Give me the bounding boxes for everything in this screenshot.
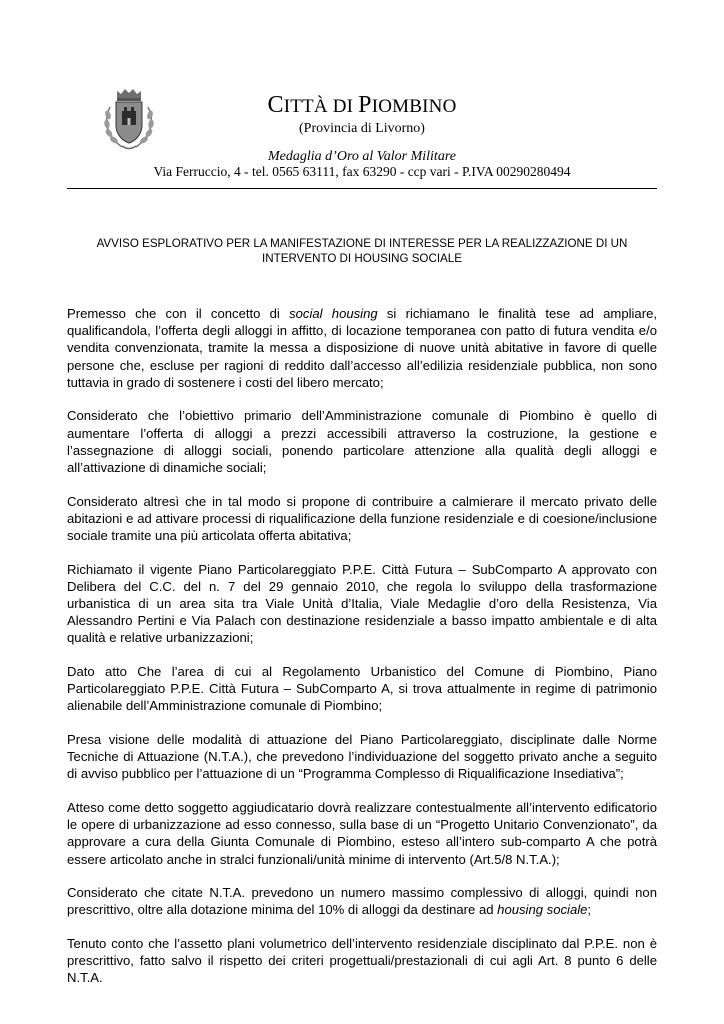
city-name xyxy=(0,92,724,119)
notice-title-line2: INTERVENTO DI HOUSING SOCIALE xyxy=(262,252,462,265)
paragraph-dato-atto: Dato atto Che l’area di cui al Regolamento Urbanistico del Comune di Piombino, Piano Particolareggiato P.P.E. Città Futura – SubComparto A, si trova attualmente in regime di patrimonio alienabile dell’Amministrazione comunale di Piombino; xyxy=(67,664,657,714)
city-name-rest: IOMBINO xyxy=(371,96,457,117)
paragraph-emphasis: housing sociale xyxy=(497,902,588,918)
notice-title xyxy=(67,236,657,266)
header-divider xyxy=(67,188,657,189)
paragraph-considerato-nta xyxy=(67,884,657,918)
city-name-rest: DI xyxy=(332,96,354,117)
paragraph-atteso: Atteso come detto soggetto aggiudicatario dovrà realizzare contestualmente all’intervento edificatorio le opere di urbanizzazione ad esso connesso, sulla base di un “Progetto Unitario Convenzionato”, da approvare a cura della Giunta Comunale di Piombino, esteso all’intero sub-comparto A che potrà essere articolato anche in stralci funzionali/unità minime di intervento (Art.5/8 N.T.A.); xyxy=(67,800,657,867)
paragraph-text: Premesso che con il concetto di xyxy=(67,306,290,321)
address-line: Via Ferruccio, 4 - tel. 0565 63111, fax 63290 - ccp vari - P.IVA 00290280494 xyxy=(153,164,571,179)
paragraph-considerato: Considerato che l’obiettivo primario dell’Amministrazione comunale di Piombino è quello di aumentare l’offerta di alloggi a prezzi accessibili attraverso la costruzione, la gestione e l’assegnazione di alloggi sociali, ponendo particolare attenzione alla qualità degli alloggi e all’attivazione di dinamiche sociali; xyxy=(67,408,657,476)
paragraph-presa-visione: Presa visione delle modalità di attuazione del Piano Particolareggiato, disciplinate dalle Norme Tecniche di Attuazione (N.T.A.), che prevedono l’individuazione del soggetto privato anche a seguito di avviso pubblico per l’attuazione di un “Programma Complesso di Riqualificazione Insediativa”; xyxy=(67,732,657,782)
paragraph-emphasis: social housing xyxy=(289,306,378,321)
province-line: (Provincia di Livorno) xyxy=(299,121,425,136)
medal-line: Medaglia d’Oro al Valor Militare xyxy=(268,149,456,164)
paragraph-text: ; xyxy=(587,902,592,918)
document-body xyxy=(67,305,657,1003)
paragraph-text: Considerato che citate N.T.A. prevedono un numero massimo complessivo di alloggi, quindi non prescrittivo, oltre alla dotazione minima del 10% di alloggi da destinare ad xyxy=(67,885,657,918)
notice-title-line1: AVVISO ESPLORATIVO PER LA MANIFESTAZIONE DI INTERESSE PER LA REALIZZAZIONE DI UN xyxy=(96,237,628,250)
city-name-initial: C xyxy=(267,92,284,118)
city-name-initial: P xyxy=(358,92,372,118)
paragraph-richiamato: Richiamato il vigente Piano Particolareggiato P.P.E. Città Futura – SubComparto A approvato con Delibera del C.C. del n. 7 del 29 gennaio 2010, che regola lo sviluppo della trasformazione urbanistica di un area sita tra Viale Unità d’Italia, Viale Medaglie d’oro della Resistenza, Via Alessandro Pertini e Via Palach con destinazione residenziale a basso impatto ambientale e di alta qualità e relative urbanizzazioni; xyxy=(67,561,657,646)
city-name-rest: ITTÀ xyxy=(283,96,328,117)
paragraph-premesso xyxy=(67,305,657,391)
paragraph-text: si richiamano le finalità tese ad ampliare, qualificandola, l’offerta degli alloggi in affitto, di locazione temporanea con patto di futura vendita e/o vendita convenzionata, tramite la messa a disposizione di nuove unità abitative in favore di quelle persone che, escluse per ragioni di reddito dall’accesso all’edilizia residenziale pubblica, non sono tuttavia in grado di sostenere i costi del libero mercato; xyxy=(67,306,657,390)
paragraph-tenuto-conto: Tenuto conto che l’assetto plani volumetrico dell’intervento residenziale disciplinato dal P.P.E. non è prescrittivo, fatto salvo il rispetto dei criteri progettuali/prestazionali di cui agli Art. 8 punto 6 delle N.T.A. xyxy=(67,936,657,986)
paragraph-considerato-altresi: Considerato altresì che in tal modo si propone di contribuire a calmierare il mercato privato delle abitazioni e ad attivare processi di riqualificazione della funzione residenziale e di coesione/inclusione sociale tramite una più articolata offerta abitativa; xyxy=(67,493,657,544)
